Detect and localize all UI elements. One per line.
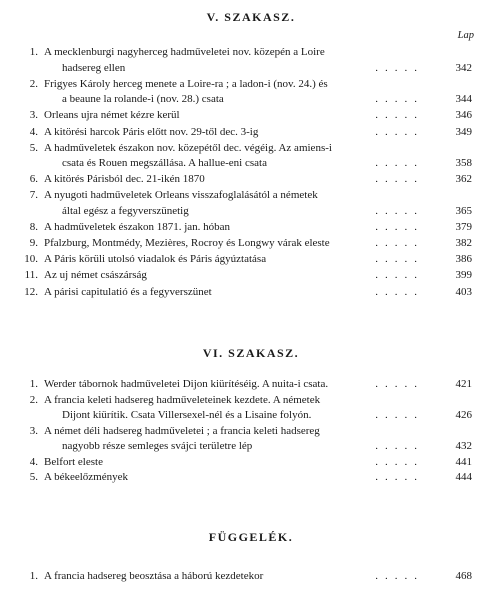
toc-entry-title-line: hadsereg ellen (62, 61, 126, 74)
leader-dots: ..... (375, 125, 424, 138)
leader-dots: ..... (375, 269, 424, 282)
toc-entry-title-line: a beaune la rolande-i (nov. 28.) csata (62, 93, 224, 106)
toc-entry-title-line: A francia hadsereg beosztása a háború kezdetekor (44, 570, 264, 582)
toc-entry-title-line: nagyobb része semleges svájci területre lép (62, 439, 253, 452)
lap-column-label: Lap (457, 30, 474, 41)
toc-entry-number: 2. (29, 393, 38, 406)
toc-entry-title-line: Pfalzburg, Montmédy, Mezières, Rocroy és Longwy várak eleste (44, 237, 330, 250)
toc-entry-page-number: 362 (455, 173, 472, 186)
toc-entry-page-number: 432 (455, 439, 472, 452)
toc-entry-page-number: 379 (455, 221, 472, 234)
toc-entry-title-line: A hadműveletek északon 1871. jan. hóban (44, 221, 231, 234)
toc-entry-title-line: Orleans ujra német kézre kerül (44, 109, 180, 122)
toc-entry-title-line: A Páris körüli utolsó viadalok és Páris ágyúztatása (44, 253, 267, 266)
section-v-title: V. SZAKASZ. (206, 10, 296, 24)
toc-entry-page-number: 426 (455, 408, 472, 421)
toc-entry-number: 5. (29, 471, 38, 484)
appendix-title: FÜGGELÉK. (208, 530, 294, 544)
toc-entry-title-line: A kitörési harcok Páris előtt nov. 29-től dec. 3-ig (44, 125, 259, 138)
toc-entry-page-number: 344 (455, 93, 472, 106)
toc-entry-page-number: 441 (455, 455, 472, 468)
toc-entry-title-line: által egész a fegyverszünetig (62, 204, 189, 217)
leader-dots: ..... (375, 61, 424, 74)
section-vi-title: VI. SZAKASZ. (202, 346, 300, 360)
toc-entry-page-number: 342 (455, 61, 472, 74)
toc-entry-title-line: csata és Rouen megszállása. A hallue-eni csata (62, 157, 267, 170)
leader-dots: ..... (375, 570, 424, 582)
toc-entry-page-number: 399 (455, 269, 472, 282)
toc-entry-page-number: 403 (455, 285, 472, 298)
toc-entry-page-number: 421 (455, 378, 472, 390)
toc-entry-title-line: A békeelőzmények (44, 471, 128, 484)
toc-entry-number: 6. (29, 173, 38, 186)
toc-entry-number: 10. (24, 253, 38, 266)
toc-entry-number: 3. (29, 424, 38, 437)
leader-dots: ..... (375, 221, 424, 234)
toc-entry-title-line: Frigyes Károly herceg menete a Loire-ra ; a ladon-i (nov. 24.) és (44, 77, 328, 90)
toc-entry-title-line: A francia keleti hadsereg hadműveleteinek kezdete. A németek (44, 393, 321, 406)
toc-entry-number: 9. (29, 237, 38, 250)
toc-entry-page-number: 468 (455, 570, 472, 582)
leader-dots: ..... (375, 455, 424, 468)
toc-entry-number: 1. (29, 378, 38, 390)
toc-entry-title-line: A német déli hadsereg hadműveletei ; a francia keleti hadsereg (44, 424, 320, 437)
toc-entry-number: 1. (29, 46, 38, 58)
toc-entry-number: 7. (29, 189, 38, 202)
toc-entry-page-number: 349 (455, 125, 472, 138)
toc-entry-title-line: A kitörés Párisból dec. 21-ikén 1870 (44, 173, 205, 186)
leader-dots: ..... (375, 408, 424, 421)
toc-entry-page-number: 382 (455, 237, 472, 250)
leader-dots: ..... (375, 285, 424, 298)
leader-dots: ..... (375, 471, 424, 484)
toc-entry-number: 1. (29, 570, 38, 582)
toc-entry-number: 5. (29, 141, 38, 154)
toc-entry-page-number: 358 (455, 157, 472, 170)
toc-entry-number: 11. (24, 269, 38, 282)
toc-entry-title-line: Dijont kiürítik. Csata Villersexel-nél és a Lisaine folyón. (62, 408, 312, 421)
leader-dots: ..... (375, 204, 424, 217)
toc-entry-page-number: 346 (455, 109, 472, 122)
toc-entry-title-line: Belfort eleste (44, 455, 103, 468)
leader-dots: ..... (375, 157, 424, 170)
toc-entry-title-line: Werder tábornok hadműveletei Dijon kiürítéséig. A nuita-i csata. (44, 378, 329, 390)
toc-entry-title-line: A nyugoti hadműveletek Orleans visszafoglalásától a németek (44, 189, 318, 202)
toc-entry-number: 8. (29, 221, 38, 234)
toc-entry-number: 4. (29, 455, 38, 468)
leader-dots: ..... (375, 378, 424, 390)
toc-entry-page-number: 365 (455, 204, 472, 217)
toc-entry-number: 4. (29, 125, 38, 138)
toc-entry-title-line: A mecklenburgi nagyherceg hadműveletei nov. közepén a Loire (44, 46, 325, 58)
leader-dots: ..... (375, 173, 424, 186)
leader-dots: ..... (375, 109, 424, 122)
toc-entry-page-number: 444 (455, 471, 472, 484)
toc-entry-number: 12. (24, 285, 38, 298)
leader-dots: ..... (375, 93, 424, 106)
toc-entry-title-line: A hadműveletek északon nov. közepétől dec. végéig. Az amiens-i (44, 141, 332, 154)
leader-dots: ..... (375, 237, 424, 250)
toc-entry-page-number: 386 (455, 253, 472, 266)
toc-entry-title-line: A párisi capitulatió és a fegyverszünet (44, 285, 212, 298)
toc-entry-number: 2. (29, 77, 38, 90)
toc-entry-number: 3. (29, 109, 38, 122)
leader-dots: ..... (375, 439, 424, 452)
toc-entry-title-line: Az uj német császárság (44, 269, 147, 282)
leader-dots: ..... (375, 253, 424, 266)
